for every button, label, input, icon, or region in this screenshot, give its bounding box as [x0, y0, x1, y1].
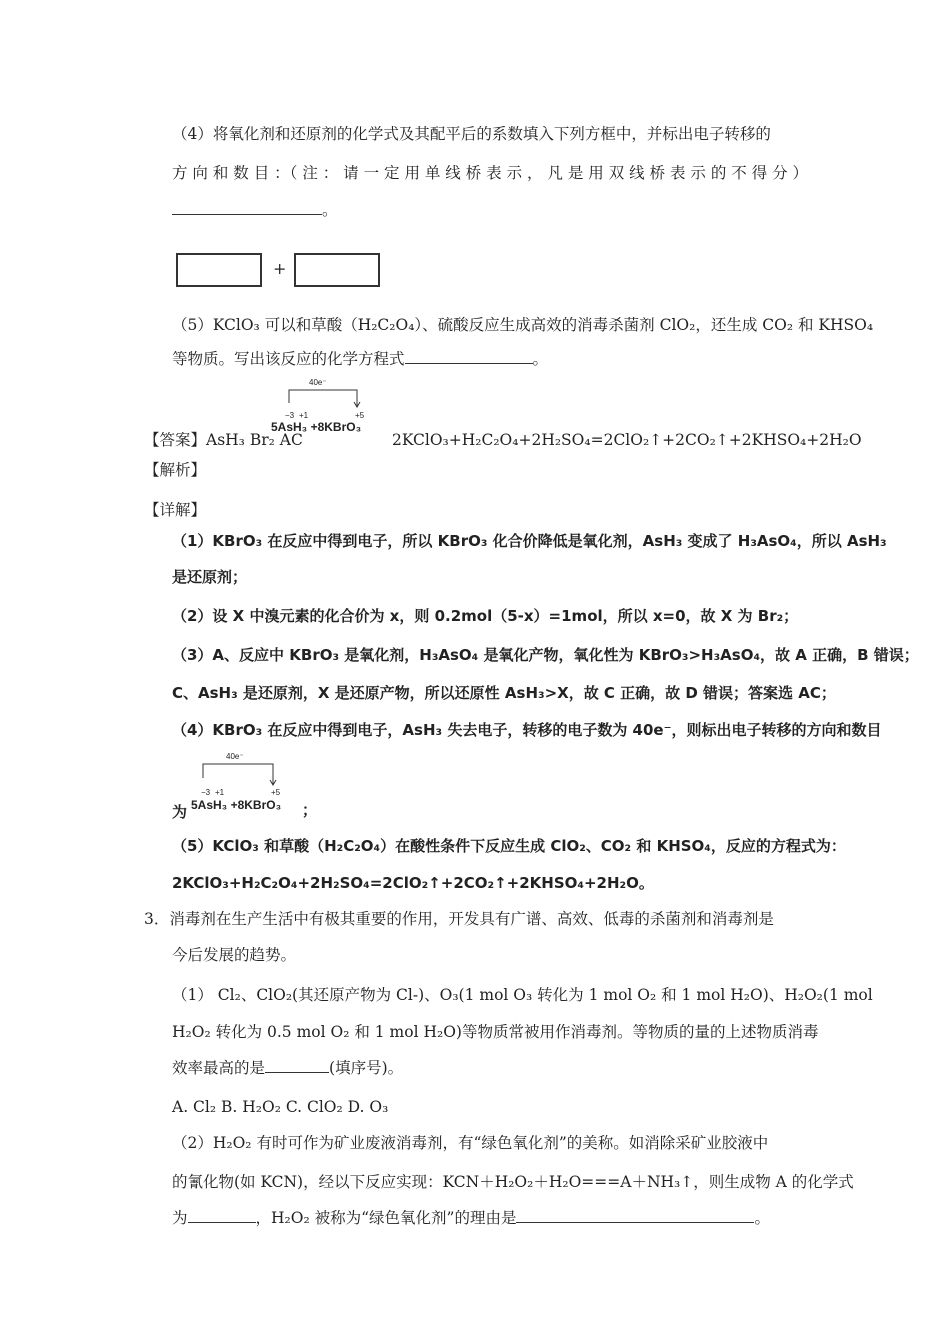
detail-1a: （1）KBrO₃ 在反应中得到电子，所以 KBrO₃ 化合价降低是氧化剂，AsH₃ 变成了 H₃AsO₄，所以 AsH₃: [172, 532, 887, 550]
q3-p2-b: 的氰化物(如 KCN)，经以下反应实现：KCN＋H₂O₂＋H₂O===A＋NH₃↑，则生成物 A 的化学式: [172, 1173, 854, 1191]
q4-line-1: （4）将氧化剂和还原剂的化学式及其配平后的系数填入下列方框中，并标出电子转移的: [172, 125, 771, 143]
q3-number: 3．: [144, 910, 170, 928]
q3-p1-blank[interactable]: [265, 1058, 329, 1073]
q5-line-1: （5）KClO₃ 可以和草酸（H₂C₂O₄）、硫酸反应生成高效的消毒杀菌剂 ClO₂，还生成 CO₂ 和 KHSO₄: [172, 316, 874, 334]
detail-bridge-equation: 5AsH₃ +8KBrO₃: [191, 798, 282, 812]
detail-3b: C、AsH₃ 是还原剂，X 是还原产物，所以还原性 AsH₃>X，故 C 正确，故 D 错误；答案选 AC；: [172, 684, 836, 702]
oxidant-box[interactable]: [176, 253, 262, 287]
q3-p1-b: H₂O₂ 转化为 0.5 mol O₂ 和 1 mol H₂O)等物质常被用作消毒剂。等物质的量的上述物质消毒: [172, 1023, 819, 1041]
detail-4b: 为: [172, 803, 188, 821]
detail-4a: （4）KBrO₃ 在反应中得到电子，AsH₃ 失去电子，转移的电子数为 40e⁻，则标出电子转移的方向和数目: [172, 721, 882, 739]
detail-bridge-electron-count: 40e⁻: [226, 752, 244, 761]
analysis-label: 【解析】: [144, 461, 207, 479]
plus-sign: +: [273, 259, 287, 278]
q5-answer-blank[interactable]: [405, 349, 533, 364]
q5-line-2: 等物质。写出该反应的化学方程式 。: [172, 350, 549, 368]
reductant-box[interactable]: [294, 253, 380, 287]
bridge-equation: 5AsH₃ +8KBrO₃: [271, 420, 362, 434]
detail-bridge-valence-2: +1: [215, 788, 225, 797]
q4-line-2: 方 向 和 数 目 ：（ 注 ： 请 一 定 用 单 线 桥 表 示 ， 凡 是 用 双 线 桥 表 示 的 不 得 分 ）: [172, 164, 809, 182]
answer-text-2: 2KClO₃+H₂C₂O₄+2H₂SO₄=2ClO₂↑+2CO₂↑+2KHSO₄+2H₂O: [392, 431, 862, 449]
q3-p1-a: （1） Cl₂、ClO₂(其还原产物为 Cl-)、O₃(1 mol O₃ 转化为 1 mol O₂ 和 1 mol H₂O)、H₂O₂(1 mol: [172, 986, 873, 1004]
q3-line-1: 3．消毒剂在生产生活中有极其重要的作用，开发具有广谱、高效、低毒的杀菌剂和消毒剂是: [144, 910, 774, 928]
q3-p2-a: （2）H₂O₂ 有时可作为矿业废液消毒剂，有“绿色氧化剂”的美称。如消除采矿业胶液中: [172, 1134, 769, 1152]
q3-line-2: 今后发展的趋势。: [172, 946, 297, 964]
q3-p1-c: 效率最高的是 (填序号)。: [172, 1059, 404, 1077]
detail-5a: （5）KClO₃ 和草酸（H₂C₂O₄）在酸性条件下反应生成 ClO₂、CO₂ 和 KHSO₄，反应的方程式为：: [172, 837, 846, 855]
detail-3a: （3）A、反应中 KBrO₃ 是氧化剂，H₃AsO₄ 是氧化产物，氧化性为 KBrO₃>H₃AsO₄，故 A 正确，B 错误；: [172, 646, 919, 664]
detail-label: 【详解】: [144, 501, 207, 519]
q3-p2-formula-blank[interactable]: [188, 1208, 256, 1223]
answer-label: 【答案】: [144, 431, 207, 449]
detail-4c: ；: [302, 801, 318, 819]
detail-2: （2）设 X 中溴元素的化合价为 x，则 0.2mol（5-x）=1mol，所以 x=0，故 X 为 Br₂；: [172, 607, 799, 625]
detail-5b: 2KClO₃+H₂C₂O₄+2H₂SO₄=2ClO₂↑+2CO₂↑+2KHSO₄+2H₂O。: [172, 874, 654, 892]
q4-answer-line: 。: [172, 200, 338, 220]
bridge-electron-count: 40e⁻: [309, 378, 327, 387]
bridge-valence-2: +1: [299, 411, 309, 420]
q4-answer-blank[interactable]: [172, 200, 322, 215]
detail-electron-bridge: [191, 752, 306, 814]
bridge-valence-3: +5: [355, 411, 365, 420]
detail-bridge-valence-1: −3: [201, 788, 211, 797]
answer-electron-bridge: [271, 376, 386, 438]
q3-p2-c: 为 ，H₂O₂ 被称为“绿色氧化剂”的理由是 。: [172, 1209, 770, 1227]
q3-p2-reason-blank[interactable]: [516, 1208, 754, 1223]
q3-options: A. Cl₂ B. H₂O₂ C. ClO₂ D. O₃: [172, 1098, 389, 1116]
detail-1b: 是还原剂；: [172, 568, 248, 586]
detail-bridge-valence-3: +5: [271, 788, 281, 797]
bridge-valence-1: −3: [285, 411, 295, 420]
answer-text-1: AsH₃ Br₂ AC: [206, 431, 303, 449]
